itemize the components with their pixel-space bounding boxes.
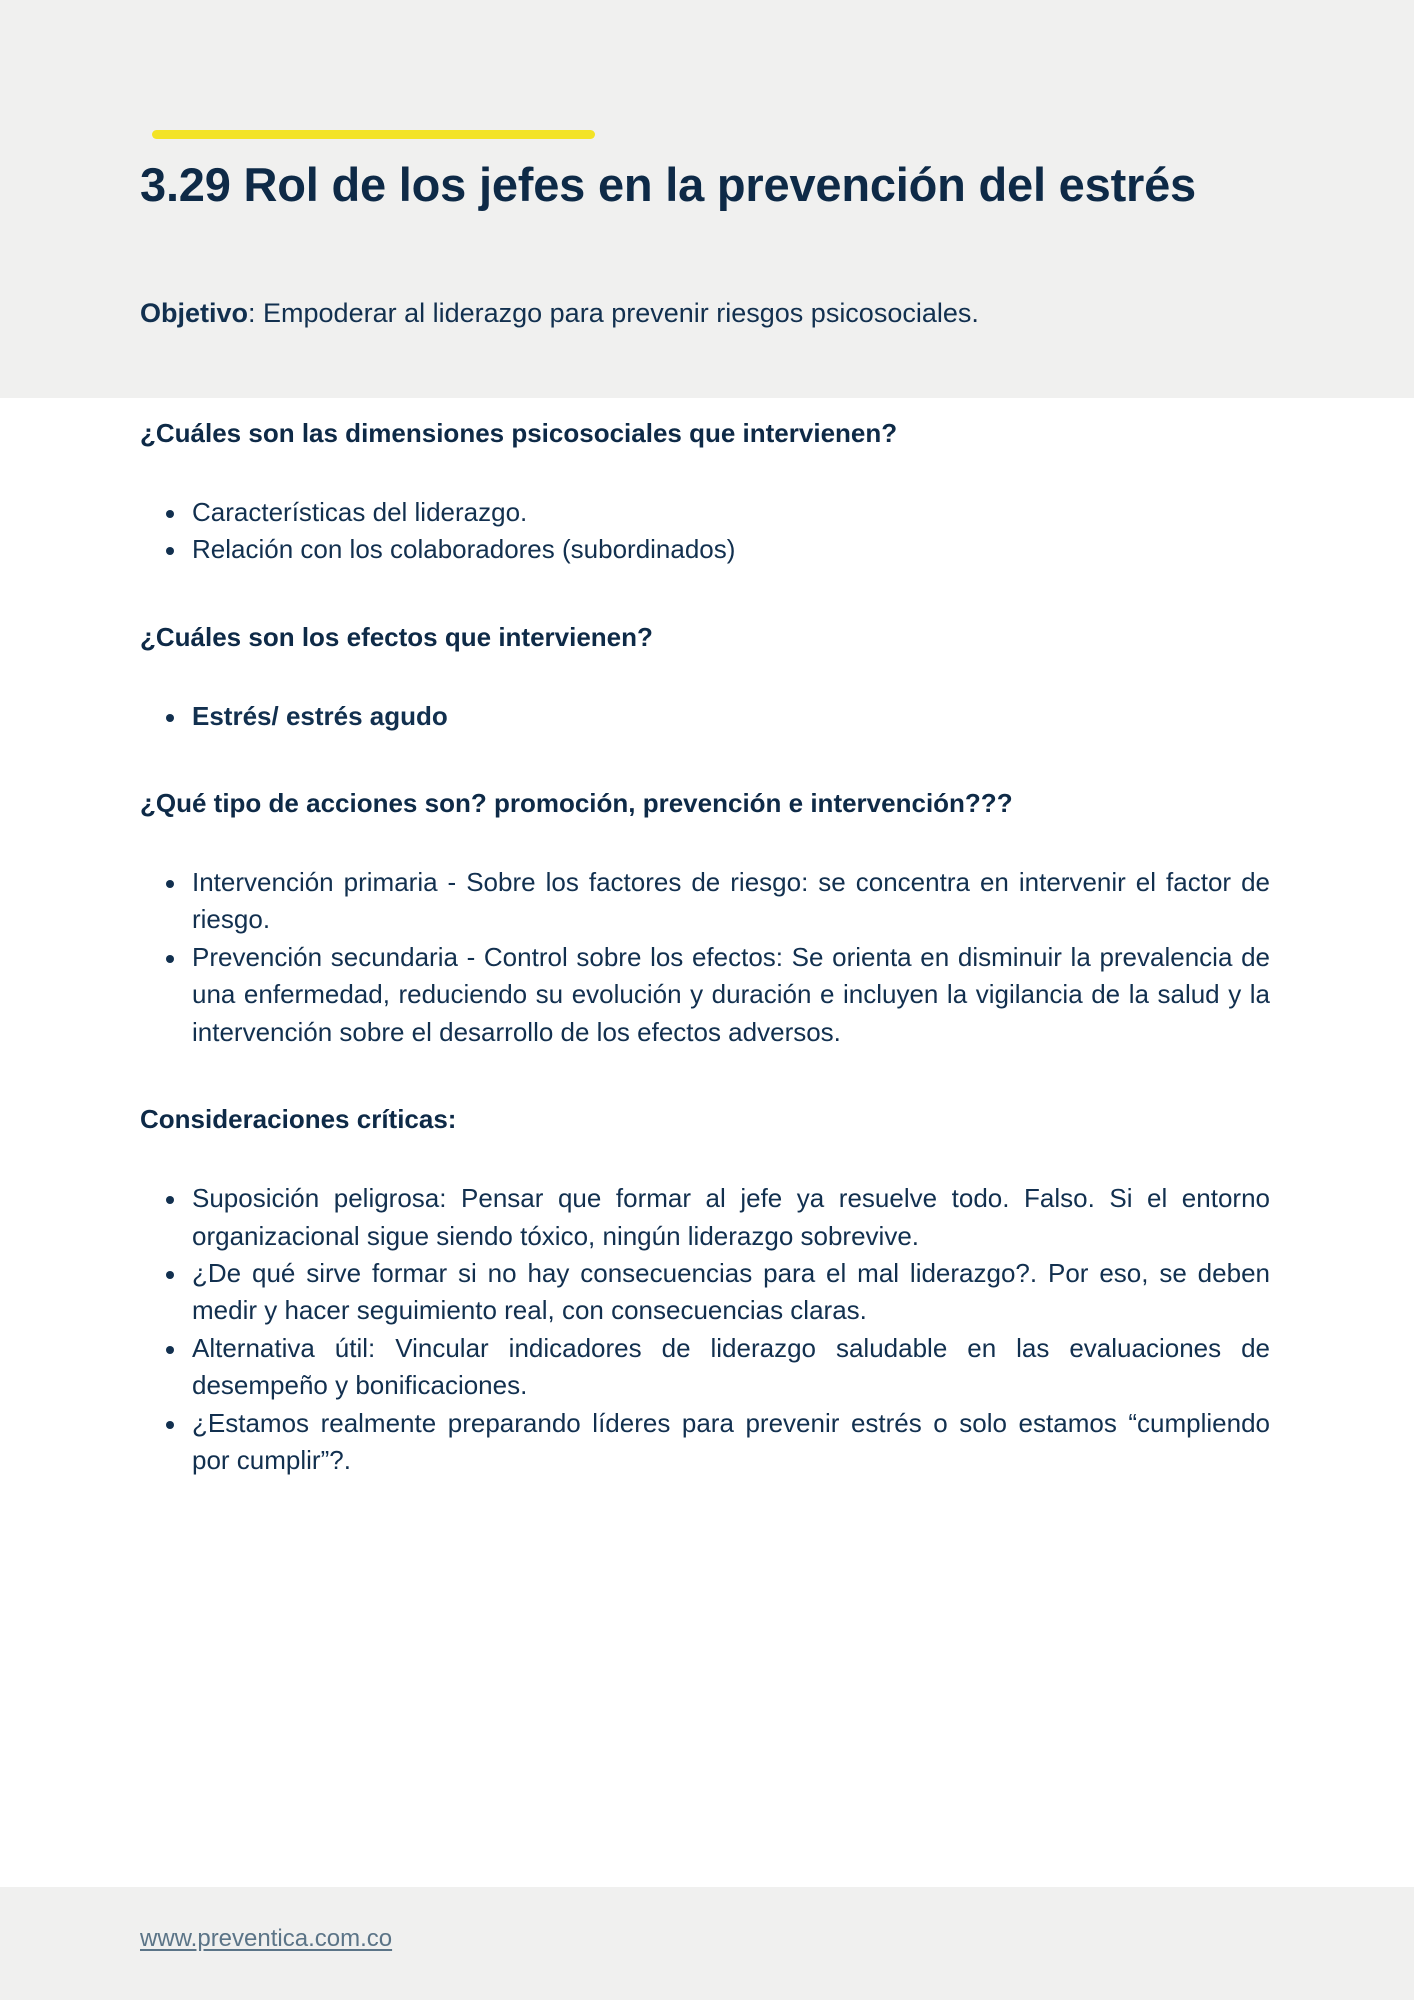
section-efectos <box>140 619 1270 735</box>
objective-label: Objetivo <box>140 298 249 328</box>
list-item: Intervención primaria - Sobre los factores de riesgo: se concentra en intervenir el factor de riesgo. <box>140 864 1270 939</box>
document-body <box>140 415 1270 1480</box>
spacer <box>140 452 1270 494</box>
yellow-accent-bar <box>152 130 595 139</box>
spacer <box>140 656 1270 698</box>
section-consideraciones <box>140 1101 1270 1479</box>
section-heading: ¿Qué tipo de acciones son? promoción, prevención e intervención??? <box>140 788 1013 819</box>
list-item: Relación con los colaboradores (subordinados) <box>140 531 1270 568</box>
bullet-list <box>140 864 1270 1051</box>
section-acciones <box>140 785 1270 1051</box>
section-heading: ¿Cuáles son las dimensiones psicosociales que intervienen? <box>140 418 898 448</box>
list-item: Alternativa útil: Vincular indicadores de liderazgo saludable en las evaluaciones de desempeño y bonificaciones. <box>140 1330 1270 1405</box>
bullet-list <box>140 698 1270 735</box>
list-item: ¿Estamos realmente preparando líderes para prevenir estrés o solo estamos “cumpliendo por cumplir”?. <box>140 1405 1270 1480</box>
objective-text: : Empoderar al liderazgo para prevenir riesgos psicosociales. <box>248 298 979 328</box>
bullet-list <box>140 494 1270 569</box>
list-item: Prevención secundaria - Control sobre los efectos: Se orienta en disminuir la prevalencia de una enfermedad, reduciendo su evolución y duración e incluyen la vigilancia de la salud y la intervención sobre el desarrollo de los efectos adversos. <box>140 939 1270 1051</box>
section-heading: ¿Cuáles son los efectos que intervienen? <box>140 621 653 652</box>
list-item: Características del liderazgo. <box>140 494 1270 531</box>
page-title: 3.29 Rol de los jefes en la prevención del estrés <box>140 158 1196 211</box>
list-item: Estrés/ estrés agudo <box>140 698 1270 735</box>
section-dimensiones <box>140 415 1270 569</box>
list-item: Suposición peligrosa: Pensar que formar al jefe ya resuelve todo. Falso. Si el entorno organizacional sigue siendo tóxico, ningún liderazgo sobrevive. <box>140 1180 1270 1255</box>
footer-website-link[interactable]: www.preventica.com.co <box>140 1925 393 1952</box>
spacer <box>140 822 1270 864</box>
header-band <box>0 0 1414 398</box>
section-heading: Consideraciones críticas: <box>140 1104 457 1135</box>
spacer <box>140 1138 1270 1180</box>
bullet-list <box>140 1180 1270 1480</box>
spacer <box>140 1051 1270 1101</box>
objective-line <box>140 295 1345 331</box>
spacer <box>140 735 1270 785</box>
footer-band <box>0 1887 1414 2000</box>
spacer <box>140 569 1270 619</box>
list-item: ¿De qué sirve formar si no hay consecuencias para el mal liderazgo?. Por eso, se deben medir y hacer seguimiento real, con consecuencias claras. <box>140 1255 1270 1330</box>
